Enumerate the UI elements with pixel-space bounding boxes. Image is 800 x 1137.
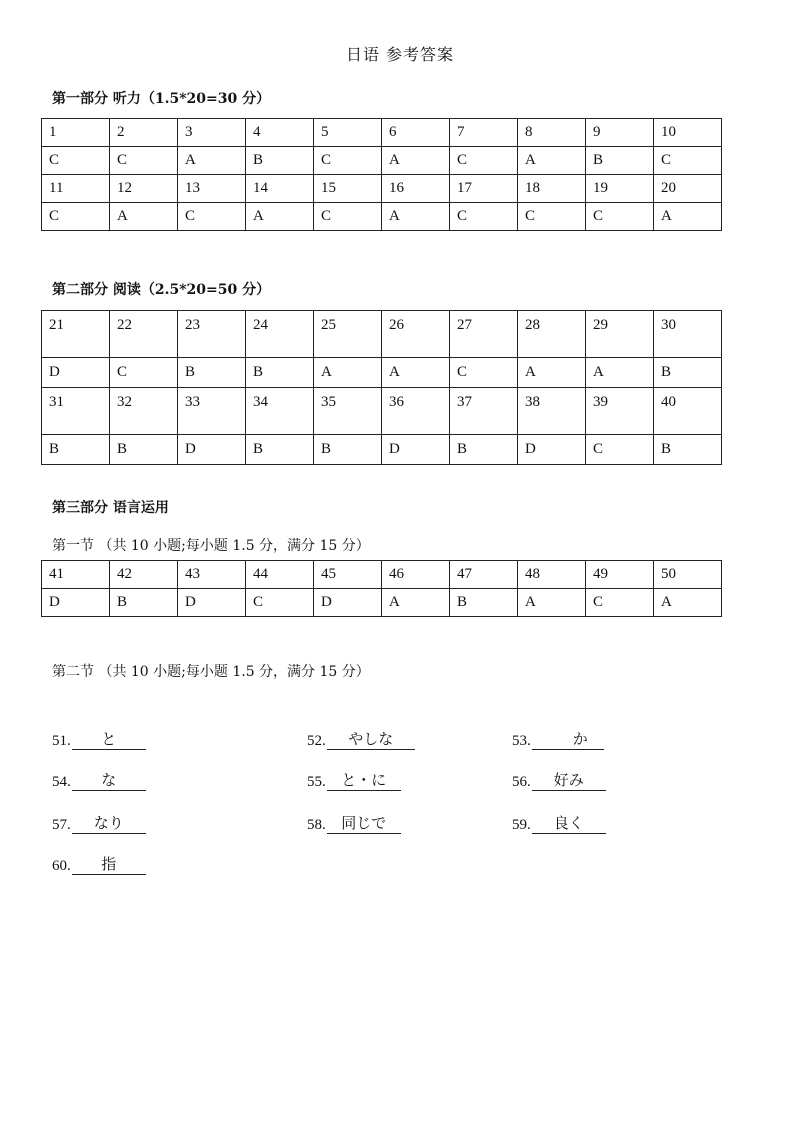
question-number-cell: 11 — [42, 175, 110, 203]
answer-number: 55. — [307, 774, 326, 790]
answer-cell: C — [42, 147, 110, 175]
answer-cell: A — [382, 589, 450, 617]
answer-cell: C — [246, 589, 314, 617]
question-number-cell: 27 — [450, 311, 518, 358]
question-number-cell: 25 — [314, 311, 382, 358]
answer-cell: C — [586, 203, 654, 231]
answer-cell: D — [42, 589, 110, 617]
answer-cell: D — [314, 589, 382, 617]
question-number-cell: 14 — [246, 175, 314, 203]
answer-cell: A — [110, 203, 178, 231]
question-number-cell: 2 — [110, 119, 178, 147]
question-number-cell: 44 — [246, 561, 314, 589]
question-number-cell: 31 — [42, 388, 110, 435]
answer-row — [42, 358, 722, 388]
answer-cell: A — [518, 589, 586, 617]
question-number-cell: 26 — [382, 311, 450, 358]
fill-answer-57 — [52, 814, 146, 834]
question-number-cell: 17 — [450, 175, 518, 203]
answer-cell: A — [518, 147, 586, 175]
question-number-row — [42, 175, 722, 203]
answer-text: 好み — [532, 771, 606, 791]
question-number-cell: 46 — [382, 561, 450, 589]
answer-cell: B — [654, 435, 722, 465]
answer-number: 60. — [52, 858, 71, 874]
answer-cell: A — [654, 203, 722, 231]
answer-cell: C — [518, 203, 586, 231]
question-number-cell: 35 — [314, 388, 382, 435]
answer-cell: D — [518, 435, 586, 465]
answer-number: 58. — [307, 817, 326, 833]
answer-cell: B — [246, 147, 314, 175]
question-number-cell: 20 — [654, 175, 722, 203]
answer-cell: A — [654, 589, 722, 617]
answer-cell: D — [178, 435, 246, 465]
answer-cell: A — [178, 147, 246, 175]
question-number-cell: 40 — [654, 388, 722, 435]
answer-number: 57. — [52, 817, 71, 833]
question-number-row — [42, 388, 722, 435]
answer-text: なり — [72, 814, 146, 834]
answer-cell: B — [450, 589, 518, 617]
question-number-cell: 18 — [518, 175, 586, 203]
question-number-cell: 7 — [450, 119, 518, 147]
answer-cell: D — [178, 589, 246, 617]
question-number-cell: 5 — [314, 119, 382, 147]
answer-cell: B — [586, 147, 654, 175]
part3-section2-heading: 第二节 （共 10 小题;每小题 1.5 分，满分 15 分） — [52, 664, 370, 680]
answer-cell: B — [110, 589, 178, 617]
answer-cell: B — [110, 435, 178, 465]
question-number-cell: 50 — [654, 561, 722, 589]
answer-cell: B — [178, 358, 246, 388]
question-number-cell: 41 — [42, 561, 110, 589]
question-number-cell: 15 — [314, 175, 382, 203]
question-number-cell: 43 — [178, 561, 246, 589]
fill-answer-60 — [52, 855, 146, 875]
answer-cell: C — [110, 358, 178, 388]
question-number-cell: 1 — [42, 119, 110, 147]
question-number-row — [42, 311, 722, 358]
part3-section1-heading: 第一节 （共 10 小题;每小题 1.5 分，满分 15 分） — [52, 538, 370, 554]
question-number-cell: 10 — [654, 119, 722, 147]
answer-row — [42, 147, 722, 175]
answer-row — [42, 589, 722, 617]
answer-text: と — [72, 730, 146, 750]
fill-answer-52 — [307, 730, 415, 750]
answer-cell: A — [314, 358, 382, 388]
question-number-cell: 23 — [178, 311, 246, 358]
answer-number: 52. — [307, 733, 326, 749]
part1-heading: 第一部分 听力（1.5*20=30 分） — [52, 91, 271, 107]
answer-text: やしな — [327, 730, 415, 750]
answer-cell: A — [518, 358, 586, 388]
question-number-cell: 42 — [110, 561, 178, 589]
question-number-cell: 29 — [586, 311, 654, 358]
part2-heading: 第二部分 阅读（2.5*20=50 分） — [52, 282, 271, 298]
question-number-cell: 37 — [450, 388, 518, 435]
question-number-cell: 30 — [654, 311, 722, 358]
question-number-cell: 3 — [178, 119, 246, 147]
page-title: 日语 参考答案 — [345, 45, 455, 64]
answer-cell: C — [178, 203, 246, 231]
answer-cell: C — [586, 589, 654, 617]
answer-cell: C — [450, 147, 518, 175]
answer-text: 良く — [532, 814, 606, 834]
part3-heading: 第三部分 语言运用 — [52, 500, 169, 516]
question-number-cell: 48 — [518, 561, 586, 589]
answer-cell: A — [382, 203, 450, 231]
question-number-cell: 8 — [518, 119, 586, 147]
question-number-cell: 49 — [586, 561, 654, 589]
answer-cell: C — [314, 147, 382, 175]
answer-cell: C — [110, 147, 178, 175]
answer-text: と・に — [327, 771, 401, 791]
answer-text: か — [532, 730, 604, 750]
answer-text: な — [72, 771, 146, 791]
fill-answer-56 — [512, 771, 606, 791]
question-number-cell: 16 — [382, 175, 450, 203]
question-number-cell: 12 — [110, 175, 178, 203]
question-number-cell: 38 — [518, 388, 586, 435]
answer-cell: C — [586, 435, 654, 465]
part2-answer-table — [41, 310, 722, 465]
question-number-cell: 33 — [178, 388, 246, 435]
answer-number: 56. — [512, 774, 531, 790]
question-number-cell: 6 — [382, 119, 450, 147]
question-number-cell: 45 — [314, 561, 382, 589]
answer-cell: C — [314, 203, 382, 231]
fill-answer-54 — [52, 771, 146, 791]
answer-cell: B — [246, 435, 314, 465]
answer-cell: A — [382, 147, 450, 175]
question-number-cell: 32 — [110, 388, 178, 435]
question-number-cell: 24 — [246, 311, 314, 358]
answer-cell: B — [314, 435, 382, 465]
answer-row — [42, 435, 722, 465]
question-number-row — [42, 561, 722, 589]
question-number-cell: 36 — [382, 388, 450, 435]
answer-number: 53. — [512, 733, 531, 749]
question-number-cell: 28 — [518, 311, 586, 358]
question-number-cell: 34 — [246, 388, 314, 435]
answer-cell: D — [382, 435, 450, 465]
question-number-cell: 19 — [586, 175, 654, 203]
fill-answer-58 — [307, 814, 401, 834]
part1-answer-table — [41, 118, 722, 231]
fill-answer-51 — [52, 730, 146, 750]
question-number-cell: 47 — [450, 561, 518, 589]
question-number-cell: 22 — [110, 311, 178, 358]
answer-cell: A — [586, 358, 654, 388]
question-number-cell: 39 — [586, 388, 654, 435]
answer-cell: B — [42, 435, 110, 465]
question-number-cell: 9 — [586, 119, 654, 147]
fill-answer-53 — [512, 730, 604, 750]
answer-cell: C — [450, 203, 518, 231]
answer-text: 同じで — [327, 814, 401, 834]
fill-answer-55 — [307, 771, 401, 791]
question-number-cell: 4 — [246, 119, 314, 147]
answer-number: 54. — [52, 774, 71, 790]
answer-cell: C — [42, 203, 110, 231]
fill-answer-59 — [512, 814, 606, 834]
answer-number: 51. — [52, 733, 71, 749]
answer-text: 指 — [72, 855, 146, 875]
question-number-cell: 13 — [178, 175, 246, 203]
answer-cell: C — [654, 147, 722, 175]
answer-row — [42, 203, 722, 231]
answer-cell: B — [654, 358, 722, 388]
answer-number: 59. — [512, 817, 531, 833]
answer-cell: A — [246, 203, 314, 231]
answer-cell: D — [42, 358, 110, 388]
part3-section1-answer-table — [41, 560, 722, 617]
question-number-row — [42, 119, 722, 147]
answer-cell: B — [246, 358, 314, 388]
answer-cell: A — [382, 358, 450, 388]
answer-cell: B — [450, 435, 518, 465]
answer-cell: C — [450, 358, 518, 388]
question-number-cell: 21 — [42, 311, 110, 358]
